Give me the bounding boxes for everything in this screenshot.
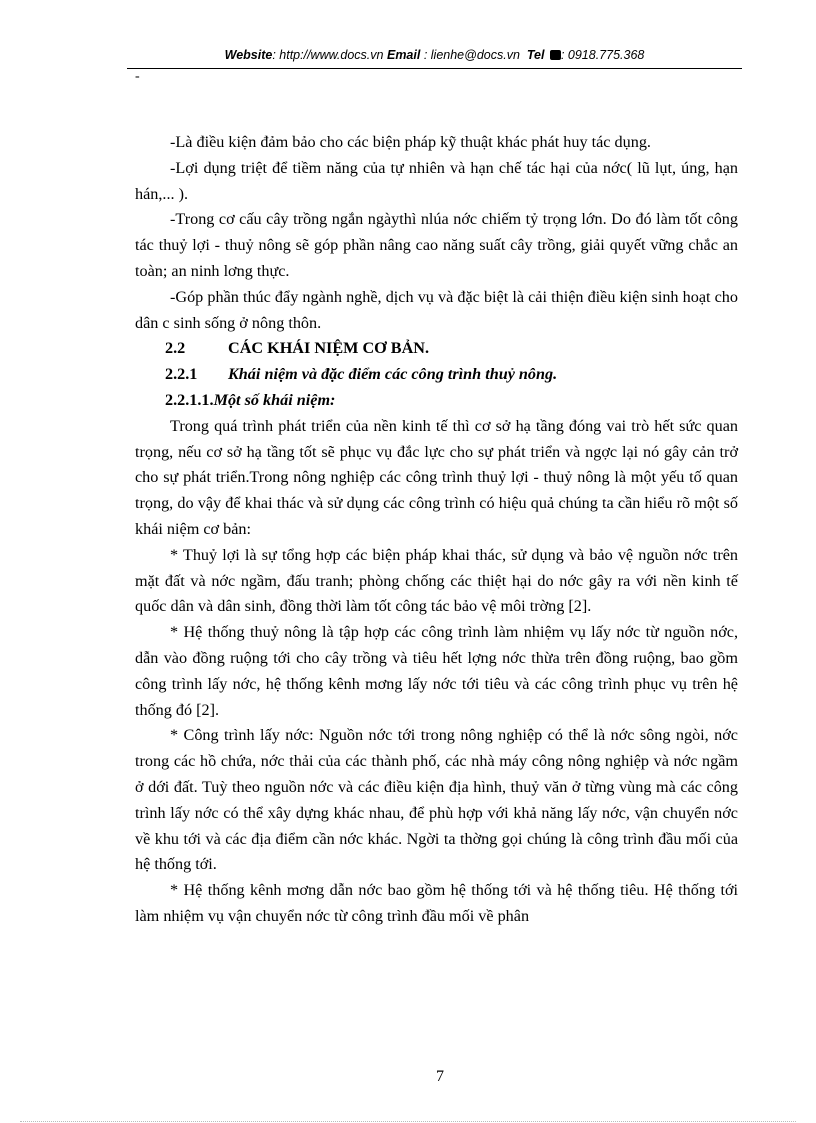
paragraph: * Hệ thống kênh mơng dẫn nớc bao gồm hệ thống tới và hệ thống tiêu. Hệ thống tới làm nhiệm vụ vận chuyển nớc từ công trình đầu mối về phân (135, 881, 738, 925)
subsubsection-heading (135, 388, 738, 414)
section-heading (135, 336, 738, 362)
page-header (127, 46, 742, 69)
subsubsection-number: 2.2.1.1. (165, 390, 214, 409)
paragraph: * Thuỷ lợi là sự tổng hợp các biện pháp khai thác, sử dụng và bảo vệ nguồn nớc trên mặt đất và nớc ngầm, đấu tranh; phòng chống các thiệt hại do nớc gây ra với nền kinh tế quốc dân và dân sinh, đồng thời làm tốt công tác bảo vệ môi trờng [2]. (135, 545, 738, 616)
email-label: Email (386, 48, 421, 62)
phone-icon (550, 50, 561, 60)
paragraph: -Là điều kiện đảm bảo cho các biện pháp kỹ thuật khác phát huy tác dụng. (170, 133, 651, 151)
subsection-number: 2.2.1 (165, 365, 198, 384)
paragraph: Trong quá trình phát triển của nền kinh tế thì cơ sở hạ tầng đóng vai trò hết sức quan trọng, nếu cơ sở hạ tầng tốt sẽ phục vụ đắc lực cho sự phát triển và ngợc lại nó gây cản trở cho sự phát triển.Trong nông nghiệp các công trình thuỷ lợi - thuỷ nông là một yếu tố quan trọng, do vậy để khai thác và sử dụng các công trình có hiệu quả chúng ta cần hiểu rõ một số khái niệm cơ bản: (135, 416, 738, 538)
paragraph: * Công trình lấy nớc: Nguồn nớc tới trong nông nghiệp có thể là nớc sông ngòi, nớc trong các hồ chứa, nớc thải của các thành phố, các nhà máy công nông nghiệp và nớc ngầm ở dới đất. Tuỳ theo nguồn nớc và các điều kiện địa hình, thuỷ văn ở từng vùng mà các công trình lấy nớc có thể xây dựng khác nhau, để phù hợp với khả năng lấy nớc, vận chuyển nớc về khu tới và các địa điểm cần nớc khác. Ngời ta thờng gọi chúng là công trình đầu mối của hệ thống tới. (135, 726, 738, 874)
section-number: 2.2 (165, 339, 186, 358)
website-label: Website (224, 48, 273, 62)
subsection-heading (135, 362, 738, 388)
tel-value: : 0918.775.368 (560, 48, 645, 62)
footer-divider (20, 1121, 796, 1122)
subsubsection-title: Một số khái niệm: (213, 390, 336, 409)
tel-label: Tel (526, 48, 545, 62)
paragraph: * Hệ thống thuỷ nông là tập hợp các công trình làm nhiệm vụ lấy nớc từ nguồn nớc, dẫn vào đồng ruộng tới cho cây trồng và tiêu hết lợng nớc thừa trên đồng ruộng, bao gồm công trình lấy nớc, hệ thống kênh mơng lấy nớc tới tiêu và các công trình phục vụ trên hệ thống đó [2]. (135, 623, 738, 719)
website-value: : http://www.docs.vn (272, 48, 384, 62)
section-title: CÁC KHÁI NIỆM CƠ BẢN. (228, 339, 430, 358)
page-number: 7 (436, 1068, 444, 1085)
paragraph: -Lợi dụng triệt để tiềm năng của tự nhiên và hạn chế tác hại của nớc( lũ lụt, úng, hạn hán,... ). (135, 158, 738, 203)
paragraph: -Góp phần thúc đẩy ngành nghề, dịch vụ và đặc biệt là cải thiện điều kiện sinh hoạt cho dân c sinh sống ở nông thôn. (135, 287, 738, 332)
document-body (135, 130, 738, 930)
stray-dash: - (135, 69, 140, 84)
subsection-title: Khái niệm và đặc điểm các công trình thuỷ nông. (228, 365, 558, 384)
email-value: : lienhe@docs.vn (420, 48, 520, 62)
paragraph: -Trong cơ cấu cây trồng ngắn ngàythì nlúa nớc chiếm tỷ trọng lớn. Do đó làm tốt công tác thuỷ lợi - thuỷ nông sẽ góp phần nâng cao năng suất cây trồng, giải quyết vững chắc an toàn; an ninh lơng thực. (135, 210, 738, 280)
